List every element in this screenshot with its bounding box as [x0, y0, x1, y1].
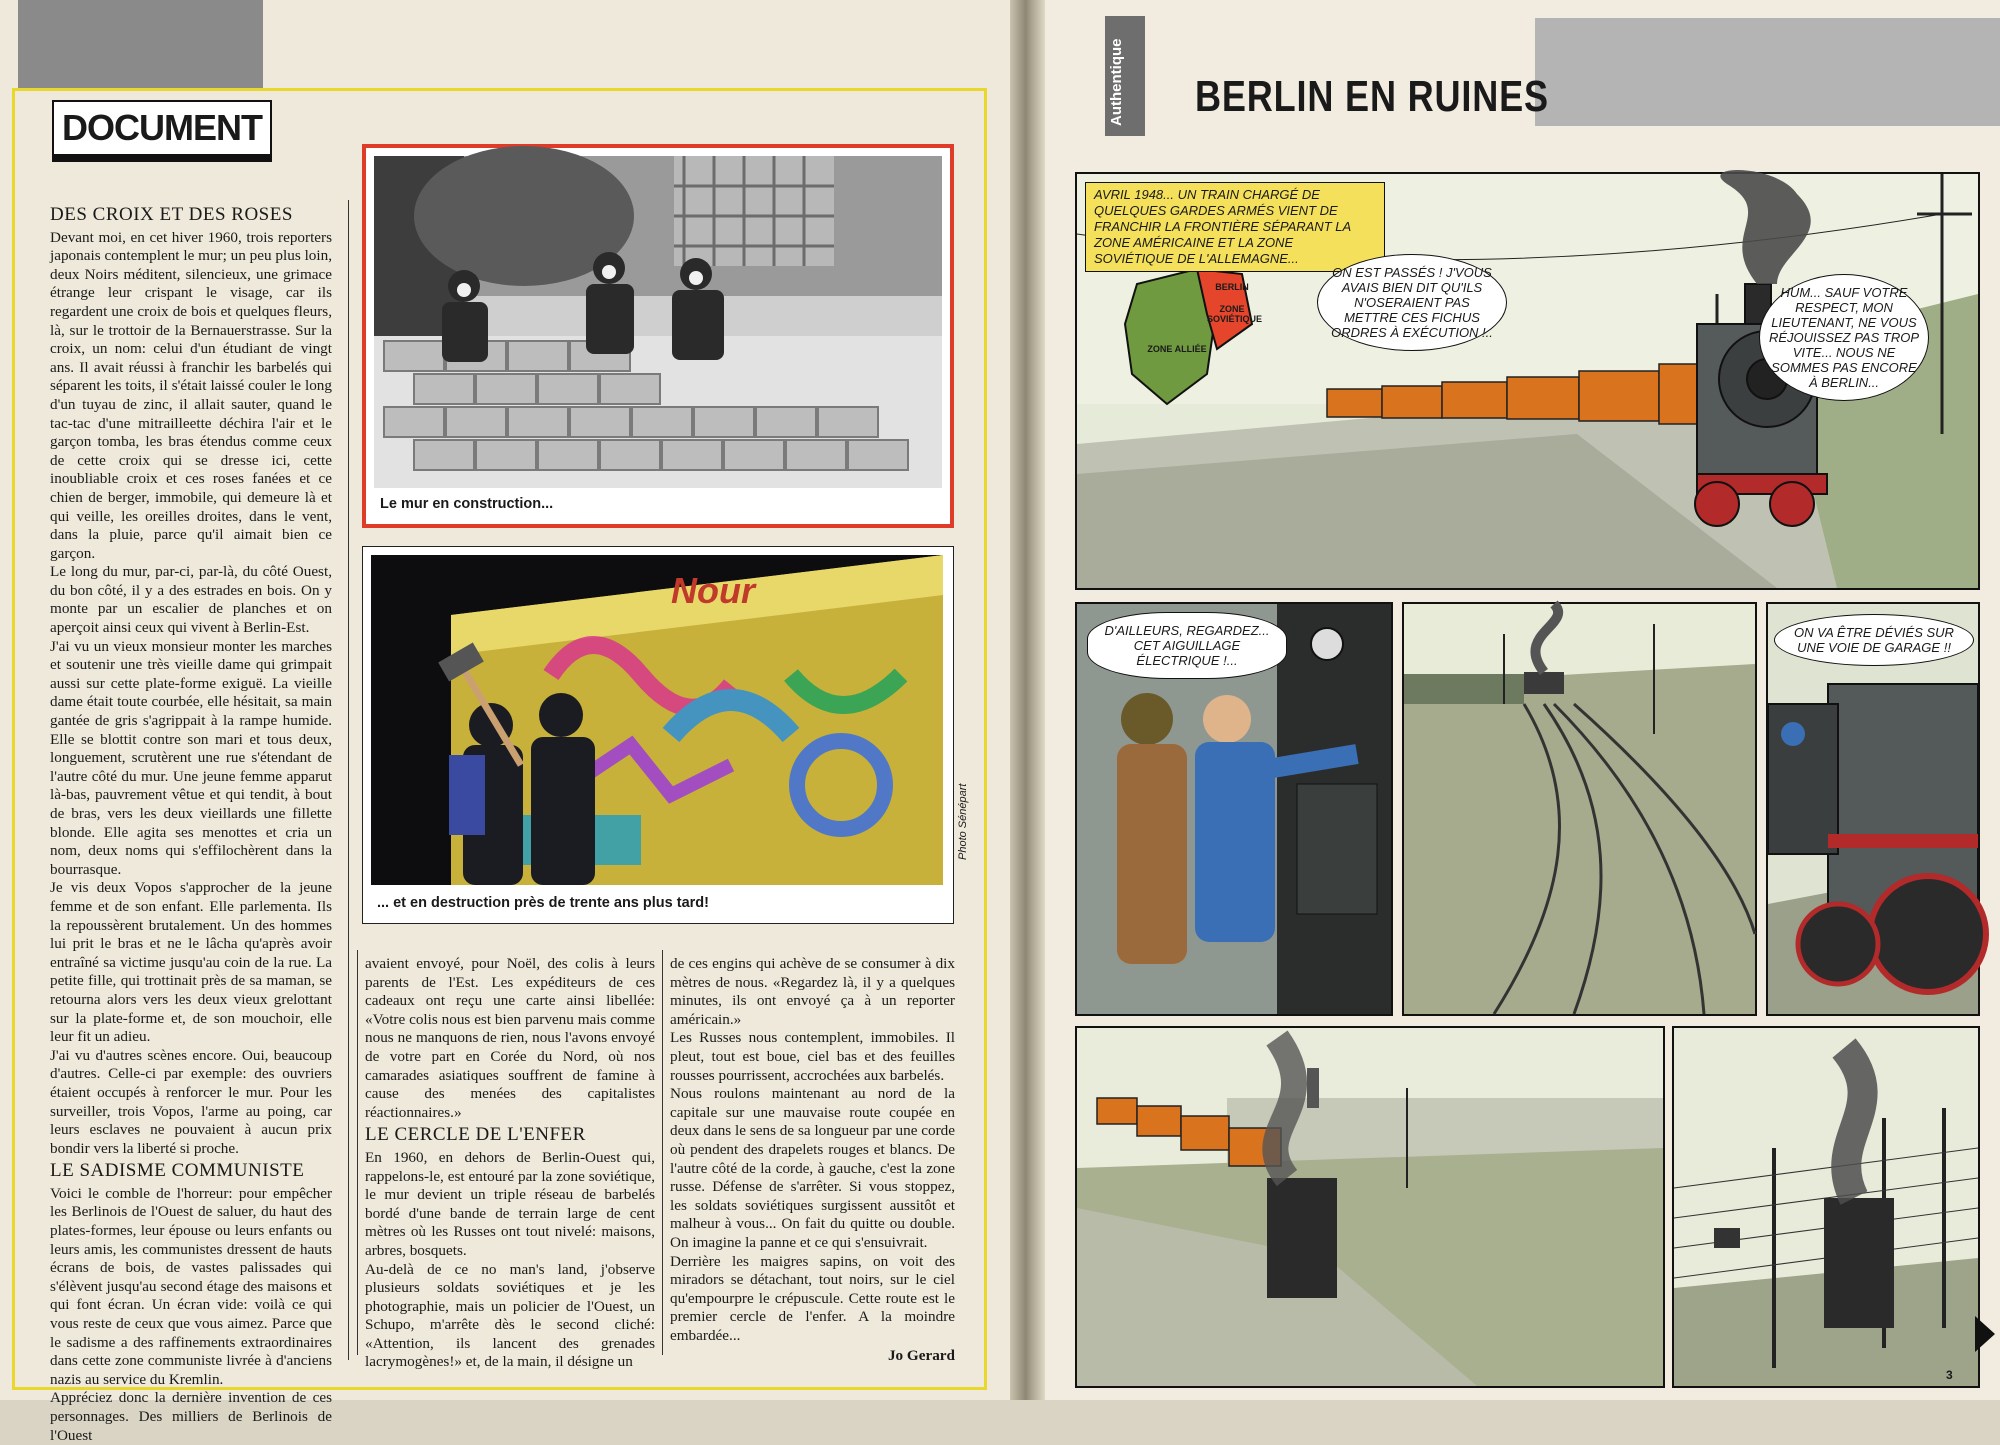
comic-title: BERLIN EN RUINES	[1195, 72, 1549, 121]
photo-wall-construction-image	[374, 156, 942, 488]
paragraph: Les Russes nous contemplent, immobiles. Il pleut, tout est boue, ciel bas et des feuilles rousses pourrissent, accrochées aux barbelés.	[670, 1029, 955, 1084]
magazine-gutter	[1010, 0, 1045, 1400]
comic-panel-5	[1075, 1026, 1665, 1388]
panel-5-art	[1077, 1028, 1663, 1386]
speech-bubble-1: ON EST PASSÉS ! J'VOUS AVAIS BIEN DIT QU'ILS N'OSERAIENT PAS METTRE CES FICHUS ORDRES À EXÉCUTION !..	[1317, 254, 1507, 351]
paragraph: Je vis deux Vopos s'approcher de la jeune femme et de son enfant. Elle parlementa. Ils la repoussèrent brutalement. Un des hommes lui prit le bras et ne le lâcha qu'après avoir entraîné sa victime jusqu'au coin de la rue. La petite fille, qui trottinait près de sa maman, se retourna alors vers les deux vieux grelottant sur la plate-forme et, de son mouchoir, elle leur fit un adieu.	[50, 879, 332, 1046]
heading-sadisme: LE SADISME COMMUNISTE	[50, 1160, 305, 1182]
paragraph: Au-delà de ce no man's land, j'observe plusieurs soldats soviétiques et je les photographie, mais un policier de l'Ouest, un Schupo, m'arrête dès le second cliché: «Attention, ils lancent des grenades lacrymogènes!» et, de la main, il désigne un	[365, 1260, 655, 1371]
photo-wall-construction	[362, 144, 954, 528]
photo1-caption: Le mur en construction...	[380, 496, 554, 512]
paragraph: Nous roulons maintenant au nord de la capitale sur une mauvaise route coupée en deux dans le sens de sa longueur par une corde où pendent des drapelets rouges et blancs. De l'autre côté de la corde, à gauche, c'est la zone russe. Défense de s'arrêter. Si vous stoppez, les soldats soviétiques surgissent aussitôt et malheur à vous... On fait du quitte ou double. On imagine la panne et ce qui s'ensuivrait.	[670, 1085, 955, 1251]
paragraph: de ces engins qui achève de se consumer à dix mètres de nous. «Regardez là, il y a quelques minutes, ils ont envoyé ça à un reporter américain.»	[670, 955, 955, 1028]
grey-tab	[18, 0, 263, 90]
panel-3-art	[1404, 604, 1755, 1014]
comic-panel-1	[1075, 172, 1980, 590]
comic-panel-4	[1766, 602, 1980, 1016]
speech-bubble-4: ON VA ÊTRE DÉVIÉS SUR UNE VOIE DE GARAGE !!	[1774, 614, 1974, 666]
map-label-west: ZONE ALLIÉE	[1147, 344, 1207, 354]
page-number: 3	[1946, 1368, 1953, 1382]
paragraph: En 1960, en dehors de Berlin-Ouest qui, rappelons-le, est entouré par la zone soviétique, le mur devient un triple réseau de barbelés bordé d'une bande de terrain large de cent mètres où les Russes ont tout nivelé: maisons, arbres, bosquets.	[365, 1148, 655, 1259]
title-banner	[1535, 18, 2000, 126]
comic-panel-2	[1075, 602, 1393, 1016]
photo2-caption: ... et en destruction près de trente ans plus tard!	[377, 895, 709, 911]
author-signature: Jo Gerard	[887, 1347, 955, 1365]
panel-6-art	[1674, 1028, 1978, 1386]
paragraph: Devant moi, en cet hiver 1960, trois reporters japonais contemplent le mur; un peu plus loin, deux Noirs méditent, silencieux, une grimace étrange leur crispant le visage, car ils regardent une croix de bois et quelques fleurs, là, sur le trottoir de la Bernauerstrasse. Sur la croix, un nom: celui d'un étudiant de vingt ans. Il avait réussi à franchir les barbelés qui séparent les toits, il s'était laissé couler le long d'un tuyau de zinc, il allait sauter, quand le tac-tac d'une mitrailleette déchira l'air et le garçon tomba, les bras étendus comme ceux de cette croix qui se dresse ici, cette inoubliable croix et ces roses fanées et ce chien de berger, immobile, qui demeure là et qui veille, les oreilles droites, dans le vent, dans la pluie, parce qu'il aimait bien ce garçon.	[50, 228, 332, 562]
paragraph: J'ai vu un vieux monsieur monter les marches et soutenir une très vieille dame qui grimpait aussi sur cette plate-forme exiguë. La vieille dame était toute courbée, elle hésitait, sa main gantée de gris s'agrippait à la rampe humide. Elle se blottit contre son mari et tous deux, longuement, scrutèrent une rue s'étendant de l'autre côté du mur. Une jeune femme apparut là-bas, pauvrement vêtue et qui tendit, à bout de bras, vers les deux vieillards une fillette blonde. Elle agita ses menottes et cria un nom, deux noms qui s'effilochèrent dans la bourrasque.	[50, 637, 332, 878]
photo-wall-destruction-image	[371, 555, 943, 885]
paragraph: Le long du mur, par-ci, par-là, du côté Ouest, du bon côté, il y a des estrades en bois. On y monte par un escalier de planches et on aperçoit ainsi ceux qui vivent à Berlin-Est.	[50, 563, 332, 637]
speech-bubble-3: D'AILLEURS, REGARDEZ... CET AIGUILLAGE ÉLECTRIQUE !...	[1087, 612, 1287, 679]
map-label-berlin: BERLIN	[1215, 282, 1249, 292]
section-label-underline	[52, 156, 272, 162]
article-column-3	[670, 955, 955, 1366]
heading-cercle-enfer: LE CERCLE DE L'ENFER	[365, 1124, 586, 1146]
photo-wall-destruction	[362, 546, 954, 924]
heading-croix-roses: DES CROIX ET DES ROSES	[50, 204, 293, 225]
paragraph: Appréciez donc la dernière invention de ces personnages. Des milliers de Berlinois de l'Ouest	[50, 1389, 332, 1444]
photo-credit: Photo Sénépart	[957, 783, 969, 860]
next-page-arrow-icon	[1975, 1316, 1995, 1352]
paragraph: avaient envoyé, pour Noël, des colis à leurs parents de l'Est. Les expéditeurs de ces cadeaux ont reçu une carte ainsi libellée: «Votre colis nous est bien parvenu mais comme nous ne manquons de rien, nous l'avons envoyé de votre part en Corée du Nord, où nos camarades asiatiques souffrent de famine à cause des menées des capitalistes réactionnaires.»	[365, 955, 655, 1121]
comic-panel-3	[1402, 602, 1757, 1016]
article-column-1	[50, 202, 332, 1445]
paragraph: J'ai vu d'autres scènes encore. Oui, beaucoup d'autres. Celle-ci par exemple: des ouvriers étaient occupés à renforcer le mur. Pour les surveiller, trois Vopos, l'arme au poing, car leurs esclaves ne pouvaient à aucun prix bondir vers la liberté si proche.	[50, 1046, 332, 1157]
section-label: DOCUMENT	[52, 100, 272, 156]
article-column-2	[365, 955, 655, 1372]
column-divider	[348, 200, 349, 1360]
column-divider	[357, 950, 358, 1355]
tag-label: Authentique	[1108, 38, 1125, 126]
map-label-east: ZONE SOVIÉTIQUE	[1207, 304, 1263, 324]
column-divider	[662, 950, 663, 1355]
speech-bubble-2: HUM... SAUF VOTRE RESPECT, MON LIEUTENANT, NE VOUS RÉJOUISSEZ PAS TROP VITE... NOUS NE SOMMES PAS ENCORE À BERLIN...	[1759, 274, 1929, 401]
comic-panel-6	[1672, 1026, 1980, 1388]
paragraph: Voici le comble de l'horreur: pour empêcher les Berlinois de l'Ouest de saluer, du haut des plates-formes, leur épouse ou leurs enfants ou leurs amis, les communistes dressent de hauts écrans de bois, de vastes palissades qui s'élèvent jusqu'au second étage des maisons et qui font écran. Un écran vide: voilà ce qui vous reste de ceux que vous aimez. Parce que le sadisme a des raffinements extraordinaires dans cette zone communiste livrée à d'anciens nazis au service du Kremlin.	[50, 1184, 332, 1388]
narration-box: AVRIL 1948... UN TRAIN CHARGÉ DE QUELQUES GARDES ARMÉS VIENT DE FRANCHIR LA FRONTIÈRE SÉPARANT LA ZONE AMÉRICAINE ET LA ZONE SOVIÉTIQUE DE L'ALLEMAGNE...	[1085, 182, 1385, 272]
paragraph: Derrière les maigres sapins, on voit des miradors se détachant, tout noirs, sur le ciel qu'empourpre le crépuscule. Cette route est le premier cercle de l'enfer. A la moindre embardée...	[670, 1252, 955, 1344]
graffiti-text: Nour	[671, 570, 755, 611]
